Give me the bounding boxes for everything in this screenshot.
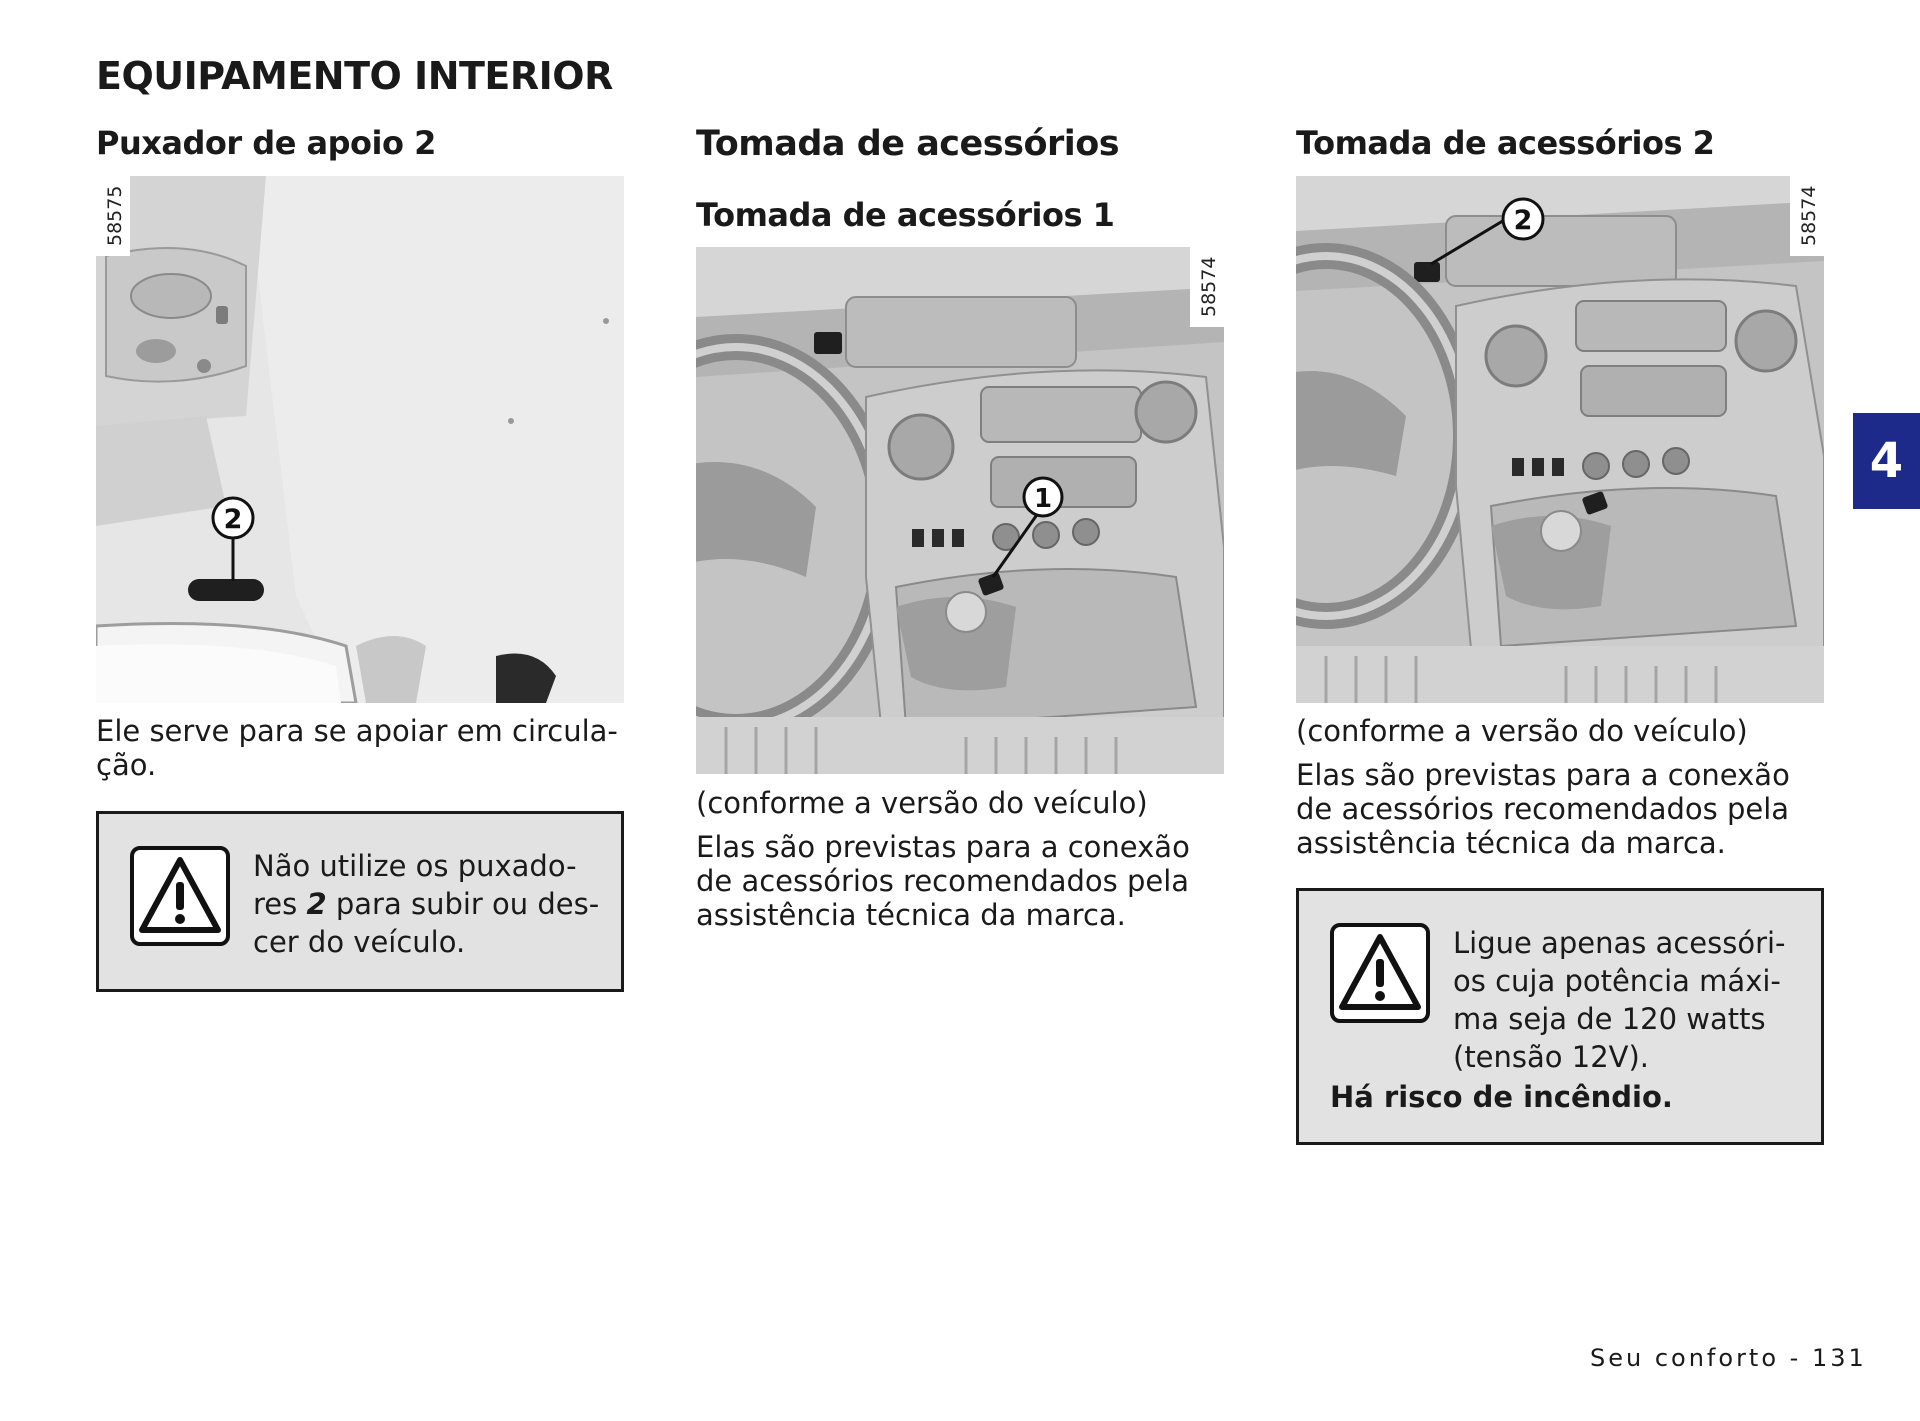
section-heading-puxador: Puxador de apoio 2 [96, 124, 436, 162]
paragraph-handle-usage: Ele serve para se apoiar em circula-ção. [96, 714, 618, 782]
version-note-1: (conforme a versão do veículo) [696, 786, 1148, 820]
warning-triangle-icon [130, 846, 230, 946]
paragraph-socket-2: Elas são previstas para a conexão de acessórios recomendados pela assistência técnica da marca. [1296, 758, 1790, 860]
callout-label: 2 [223, 504, 243, 535]
figure-socket-1 [696, 247, 1224, 774]
figure-grab-handle [96, 176, 624, 703]
figure-number: 58574 [1198, 256, 1220, 317]
warning-triangle-icon [1330, 923, 1430, 1023]
section-heading-tomada-2: Tomada de acessórios 2 [1296, 124, 1715, 162]
warning-box-socket [1296, 888, 1824, 1145]
warning-text-socket: Ligue apenas acessóri- os cuja potência máxi- ma seja de 120 watts (tensão 12V). [1453, 926, 1786, 1074]
paragraph-socket-1: Elas são previstas para a conexão de acessórios recomendados pela assistência técnica da marca. [696, 830, 1190, 932]
version-note-2: (conforme a versão do veículo) [1296, 714, 1748, 748]
subheading-tomada-1: Tomada de acessórios 1 [696, 196, 1115, 234]
page-title: EQUIPAMENTO INTERIOR [96, 54, 613, 98]
callout-label: 1 [1033, 484, 1053, 514]
page-footer: Seu conforto - 131 [1590, 1344, 1867, 1372]
warning-text-handle: Não utilize os puxado- res 2 para subir ou des- cer do veículo. [253, 849, 600, 959]
section-heading-tomada: Tomada de acessórios [696, 124, 1120, 164]
chapter-tab: 4 [1853, 413, 1920, 509]
figure-socket-2 [1296, 176, 1824, 703]
warning-fire-risk: Há risco de incêndio. [1330, 1080, 1673, 1114]
figure-number: 58574 [1798, 185, 1820, 246]
callout-label: 2 [1513, 205, 1533, 236]
figure-number: 58575 [104, 185, 126, 246]
warning-box-handle [96, 811, 624, 992]
